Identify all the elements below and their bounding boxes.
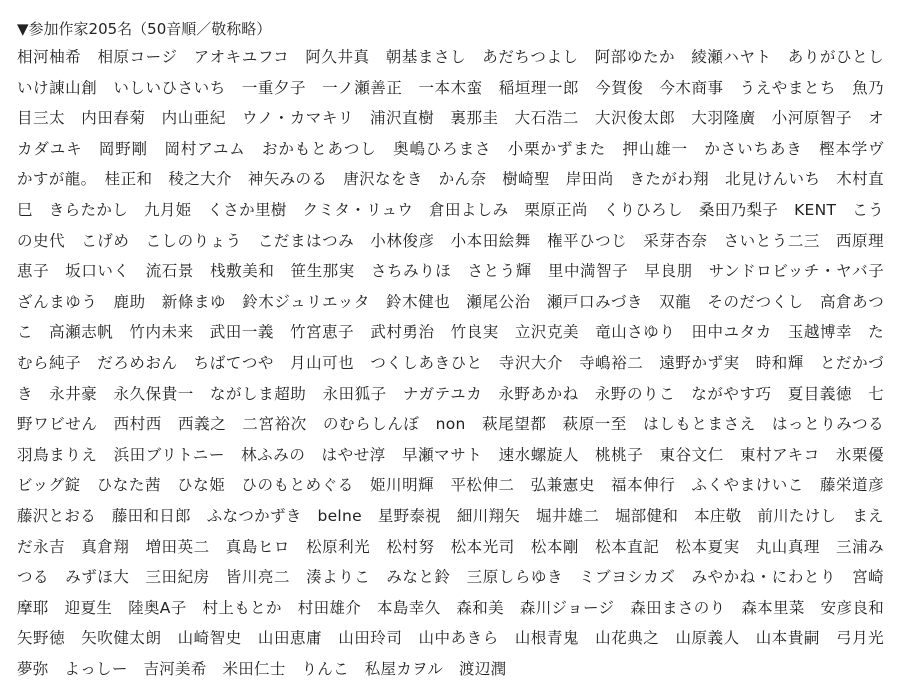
artist-name: 永田狐子: [322, 384, 387, 403]
artist-name: 高倉あつこ: [17, 292, 884, 342]
artist-name: 永野のりこ: [594, 384, 676, 403]
artist-name: 時和輝: [755, 353, 804, 372]
artist-name: 高瀬志帆: [49, 323, 114, 342]
artist-name: ウノ・カマキリ: [241, 109, 354, 128]
artist-name: 堀部健和: [615, 506, 679, 525]
artist-name: 陸奥A子: [128, 598, 187, 617]
artist-name: 竹宮恵子: [290, 323, 355, 342]
artist-name: クミタ・リュウ: [302, 200, 414, 219]
artist-name: 矢野徳: [17, 629, 66, 648]
artist-name: 星野泰視: [377, 506, 442, 525]
artist-name: 小本田絵舞: [450, 231, 531, 250]
artist-name: 相河柚希: [17, 48, 82, 66]
artist-name: 遠野かず実: [659, 353, 740, 372]
artist-name: とだかづき: [17, 353, 884, 403]
artist-name: かん奈: [438, 170, 487, 189]
artist-name: いけ諌山創: [17, 78, 98, 97]
artist-name: 阿部ゆたか: [594, 48, 676, 66]
artist-name: 早良朋: [644, 262, 693, 281]
artist-name: 七野ワビせん: [17, 384, 884, 434]
artist-name: 森田まさのり: [630, 598, 726, 617]
artist-name: 山原義人: [675, 629, 740, 648]
artist-name: 山田恵庸: [257, 629, 323, 648]
artist-name: 細川翔矢: [456, 506, 521, 525]
artist-name: 夏目義徳: [787, 384, 852, 403]
artist-name: 稲垣理一郎: [498, 78, 580, 97]
artist-name: 村田雄介: [297, 598, 362, 617]
artist-name: ながやす巧: [691, 384, 772, 403]
artist-name: 宮崎摩耶: [17, 568, 884, 617]
artist-name: こげめ: [81, 231, 130, 250]
artist-name: 里中満智子: [547, 262, 629, 281]
artist-name-list: [17, 42, 884, 684]
artist-name: ながしま超助: [209, 384, 307, 403]
artist-name: 真島ヒロ: [225, 537, 290, 556]
artist-name: 小栗かずまた: [507, 139, 607, 158]
artist-name: かすが龍。: [17, 170, 89, 189]
artist-name: 松本直記: [595, 537, 660, 556]
artist-name: 平松伸二: [450, 476, 515, 495]
artist-name: ざんまゆう: [17, 292, 98, 311]
artist-name: 山田玲司: [338, 629, 403, 648]
artist-name: 押山雄一: [622, 139, 688, 158]
artist-name: ちばてつや: [193, 353, 274, 372]
artist-name: 松本光司: [450, 537, 515, 556]
artist-name: 鈴木ジュリエッタ: [242, 292, 370, 311]
artist-name: 北見けんいち: [724, 170, 821, 189]
artist-name: 岡野剛: [98, 139, 149, 158]
artist-name: はっとりみつる: [771, 415, 884, 434]
artist-name: 松村努: [386, 537, 435, 556]
artist-name: 速水螺旋人: [498, 445, 580, 464]
artist-name: 大沢俊太郎: [595, 109, 676, 128]
artist-name: まえだ永吉: [17, 506, 884, 556]
artist-name: 奥嶋ひろまさ: [393, 139, 492, 158]
artist-name: ミブヨシカズ: [579, 568, 676, 587]
artist-name: 早瀬マサト: [402, 445, 483, 464]
artist-name: 今賀俊: [595, 78, 644, 97]
artist-name: 私屋カヲル: [364, 659, 444, 678]
artist-name: 山崎智史: [177, 629, 242, 648]
artist-name: 阿久井真: [305, 48, 370, 66]
artist-name: みなと鈴: [386, 568, 451, 587]
artist-name: 瀬尾公治: [466, 292, 531, 311]
artist-name: 大羽隆廣: [691, 109, 756, 128]
artist-name: 松本剛: [530, 537, 580, 556]
artist-name: ナガテユカ: [402, 384, 483, 403]
artist-name: 弓月光: [836, 629, 884, 648]
artist-name: 三原しらゆき: [466, 568, 564, 587]
artist-name: きたがわ翔: [629, 170, 710, 189]
artist-name: 魚乃目三太: [17, 78, 884, 128]
artist-name: 増田英二: [145, 537, 210, 556]
artist-name: 綾瀬ハヤト: [691, 48, 772, 66]
artist-name: 永井豪: [49, 384, 98, 403]
artist-name: オカダユキ: [17, 109, 884, 158]
artist-name: 瀬戸口みづき: [546, 292, 644, 311]
artist-name: 迎夏生: [64, 598, 113, 617]
artist-name: こしのりょう: [145, 231, 242, 250]
artist-name: 弘兼憲史: [530, 476, 595, 495]
artist-list-heading: ▼参加作家205名（50音順／敬称略）: [17, 20, 272, 38]
artist-name: 栈敷美和: [210, 262, 275, 281]
artist-name: うえやまとち: [739, 78, 837, 97]
artist-name: だろめおん: [97, 353, 178, 372]
artist-name: 浦沢直樹: [370, 109, 435, 128]
artist-name: 湊よりこ: [306, 568, 371, 587]
artist-name: 西原理恵子: [17, 231, 884, 281]
artist-name: 松原利光: [306, 537, 371, 556]
artist-name: 岡村アユム: [164, 139, 246, 158]
artist-name: 森和美: [456, 598, 504, 617]
artist-name: 今木商事: [659, 78, 724, 97]
artist-name: 丸山真理: [755, 537, 820, 556]
artist-name: 真倉翔: [81, 537, 130, 556]
artist-name: 栗原正尚: [524, 200, 588, 219]
artist-name: 小河原智子: [771, 109, 853, 128]
artist-name: はしもとまさえ: [643, 415, 756, 434]
artist-name: くさか里樹: [207, 200, 287, 219]
artist-name: 米田仁士: [222, 659, 286, 678]
artist-name: 氷栗優: [835, 445, 884, 464]
artist-name: 寺嶋裕二: [579, 353, 644, 372]
artist-name: そのだつくし: [707, 292, 804, 311]
artist-name: 藤田和日郎: [111, 506, 191, 525]
artist-name: さちみりほ: [370, 262, 452, 281]
artist-name: 藤沢とおる: [17, 506, 97, 525]
artist-name: 相原コージ: [97, 48, 178, 66]
artist-name: アオキユフコ: [193, 48, 290, 66]
artist-name: おかもとあつし: [262, 139, 377, 158]
artist-name: よっしー: [64, 659, 128, 678]
artist-name: はやせ淳: [321, 445, 386, 464]
artist-name: 吉河美希: [143, 659, 207, 678]
artist-name: 神矢みのる: [247, 170, 328, 189]
artist-name: こうの史代: [17, 200, 884, 250]
artist-name: belne: [317, 506, 362, 525]
artist-name: 月山可也: [290, 353, 355, 372]
artist-name: ふくやまけいこ: [691, 476, 804, 495]
artist-name: 寺沢大介: [498, 353, 564, 372]
artist-name: 樹崎聖: [502, 170, 550, 189]
artist-name: 朝基まさし: [385, 48, 467, 66]
artist-name: 一重夕子: [241, 78, 307, 97]
artist-name: ひな姫: [177, 476, 226, 495]
artist-name: りんこ: [301, 659, 349, 678]
artist-name: 浜田ブリトニー: [113, 445, 225, 464]
artist-name: 鈴木健也: [386, 292, 451, 311]
artist-name: 木村直巳: [17, 170, 884, 219]
artist-name: ありがひとし: [787, 48, 884, 66]
artist-name: 森川ジョージ: [519, 598, 615, 617]
artist-name: 武村勇治: [370, 323, 435, 342]
artist-name: 坂口いく: [65, 262, 130, 281]
artist-name: 権平ひつじ: [546, 231, 628, 250]
artist-name: 樫本学ヴ: [819, 139, 884, 158]
artist-name: 二宮裕次: [242, 415, 307, 434]
artist-name: 三浦みつる: [17, 537, 884, 587]
artist-name: つくしあきひと: [370, 353, 483, 372]
artist-name: 松本夏実: [675, 537, 740, 556]
artist-name: 一本木蛮: [418, 78, 483, 97]
artist-name: 萩原一至: [562, 415, 627, 434]
artist-name: 裏那圭: [450, 109, 499, 128]
artist-name: 大石浩二: [514, 109, 579, 128]
artist-name: 藤栄道彦: [819, 476, 884, 495]
artist-name: 竜山さゆり: [595, 323, 676, 342]
artist-name: たむら純子: [17, 323, 884, 372]
artist-name: 堀井雄二: [535, 506, 600, 525]
artist-name: KENT: [794, 200, 837, 219]
artist-name: 永久保貴一: [113, 384, 194, 403]
artist-name: 本島幸久: [377, 598, 441, 617]
artist-name: あだちつよし: [482, 48, 579, 66]
artist-name: 萩尾望都: [482, 415, 547, 434]
artist-name: 東谷文仁: [659, 445, 724, 464]
artist-name: 前川たけし: [757, 506, 837, 525]
artist-name: さいとう二三: [723, 231, 820, 250]
artist-name: 内田春菊: [81, 109, 146, 128]
artist-name: 夢弥: [17, 659, 49, 678]
artist-name: みずほ大: [65, 568, 130, 587]
artist-name: のむらしんぼ: [322, 415, 420, 434]
artist-name: 桑田乃梨子: [698, 200, 779, 219]
artist-name: 小林俊彦: [370, 231, 435, 250]
artist-name: 岸田尚: [565, 170, 614, 189]
artist-name: さとう輝: [467, 262, 532, 281]
artist-name: 永野あかね: [498, 384, 579, 403]
artist-name: サンドロビッチ・ヤバ子: [708, 262, 885, 281]
artist-name: ひなた茜: [96, 476, 162, 495]
artist-name: ビッグ錠: [17, 476, 81, 495]
artist-name: 皆川亮二: [225, 568, 291, 587]
artist-name: 山花典之: [595, 629, 660, 648]
artist-name: 林ふみの: [241, 445, 306, 464]
artist-name: いしいひさいち: [113, 78, 226, 97]
artist-name: 姫川明輝: [369, 476, 435, 495]
artist-name: 立沢克美: [514, 323, 580, 342]
artist-name: 東村アキコ: [739, 445, 820, 464]
artist-name: 内山亜紀: [161, 109, 226, 128]
artist-name: 森本里菜: [741, 598, 805, 617]
artist-name: 竹良実: [450, 323, 499, 342]
artist-name: 采芽杏奈: [643, 231, 708, 250]
artist-name: みやかね・にわとり: [691, 568, 836, 587]
artist-name: 矢吹健太朗: [81, 629, 162, 648]
artist-name: きらたかし: [48, 200, 129, 219]
artist-name: 福本伸行: [611, 476, 676, 495]
artist-name: 桂正和: [104, 170, 153, 189]
artist-name: 安彦良和: [820, 598, 885, 617]
artist-name: 村上もとか: [202, 598, 282, 617]
artist-name: 山根青鬼: [514, 629, 580, 648]
artist-name: 三田紀房: [145, 568, 210, 587]
artist-name: 一ノ瀬善正: [322, 78, 403, 97]
artist-name: 桃桃子: [595, 445, 644, 464]
artist-name: ひのもとめぐる: [241, 476, 354, 495]
artist-name: こだまはつみ: [257, 231, 355, 250]
artist-name: 山中あきら: [418, 629, 499, 648]
artist-name: 双龍: [659, 292, 692, 311]
artist-name: 山本貴嗣: [755, 629, 820, 648]
artist-name: 西村西: [113, 415, 162, 434]
artist-name: くりひろし: [603, 200, 683, 219]
artist-name: 唐沢なをき: [343, 170, 423, 189]
artist-name: 稜之大介: [168, 170, 232, 189]
artist-name: 武田一義: [209, 323, 274, 342]
artist-name: 新條まゆ: [161, 292, 227, 311]
artist-name: 本庄敬: [694, 506, 742, 525]
artist-name: かさいちあき: [704, 139, 803, 158]
artist-name: 渡辺潤: [459, 659, 507, 678]
artist-name: non: [435, 415, 466, 434]
artist-name: 倉田よしみ: [429, 200, 509, 219]
artist-name: 流石景: [145, 262, 194, 281]
artist-name: 羽鳥まりえ: [17, 445, 98, 464]
artist-name: 田中ユタカ: [691, 323, 772, 342]
artist-name: 西義之: [178, 415, 227, 434]
artist-name: 笹生那実: [290, 262, 355, 281]
artist-name: ふなつかずき: [206, 506, 302, 525]
artist-name: 鹿助: [113, 292, 146, 311]
artist-name: 九月姫: [143, 200, 192, 219]
artist-name: 玉越博幸: [787, 323, 853, 342]
artist-name: 竹内未来: [129, 323, 194, 342]
